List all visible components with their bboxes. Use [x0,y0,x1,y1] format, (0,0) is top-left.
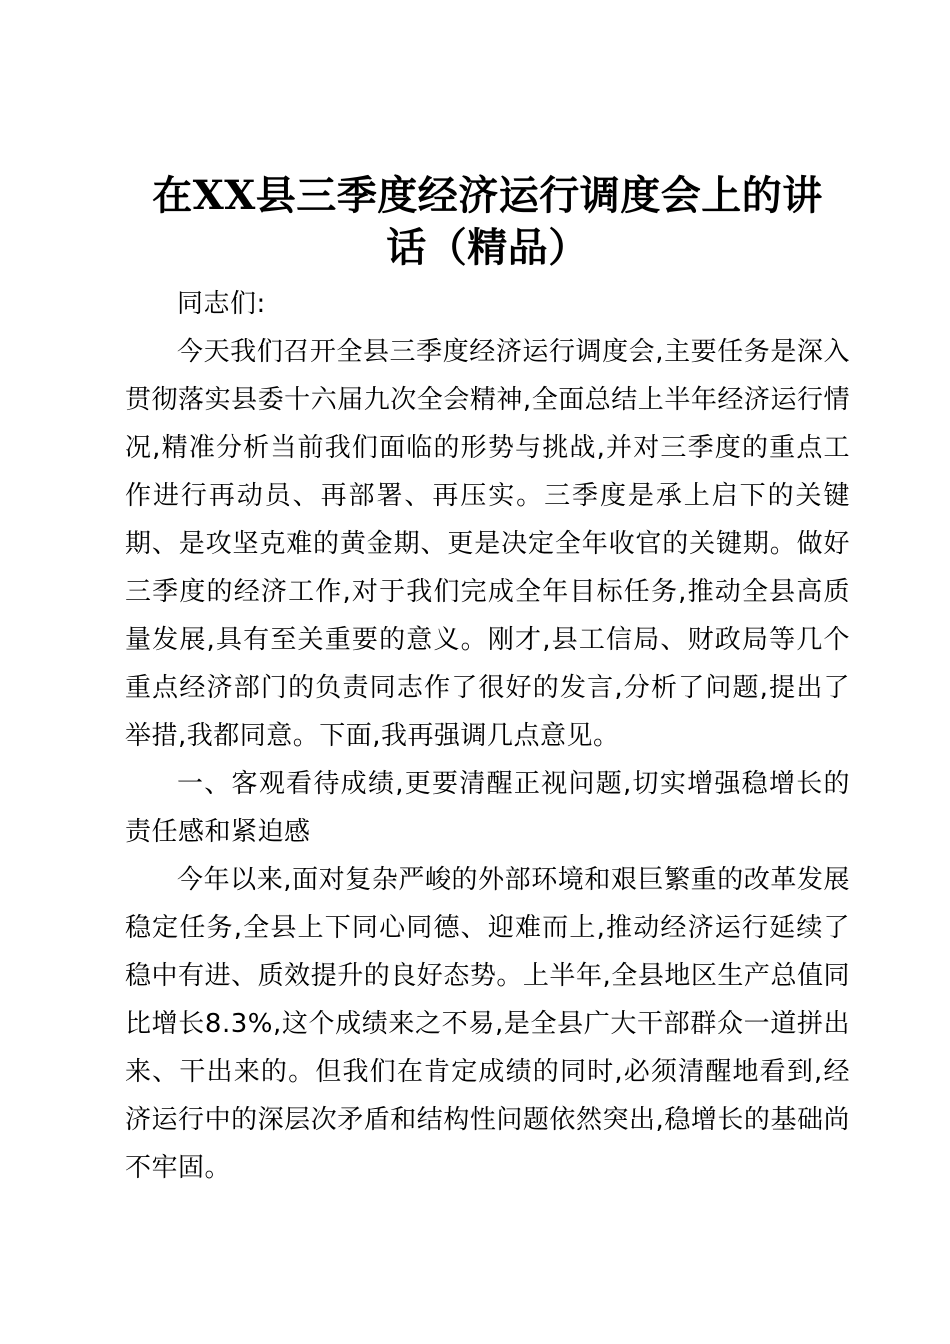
paragraph-opening: 今天我们召开全县三季度经济运行调度会,主要任务是深入贯彻落实县委十六届九次全会精神,全面总结上半年经济运行情况,精准分析当前我们面临的形势与挑战,并对三季度的重点工作进行再动员、再部署、再压实。三季度是承上启下的关键期、是攻坚克难的黄金期、更是决定全年收官的关键期。做好三季度的经济工作,对于我们完成全年目标任务,推动全县高质量发展,具有至关重要的意义。刚才,县工信局、财政局等几个重点经济部门的负责同志作了很好的发言,分析了问题,提出了举措,我都同意。下面,我再强调几点意见。 [125,337,850,751]
document-title: 在XX县三季度经济运行调度会上的讲话（精品） [152,172,823,271]
paragraph-salutation: 同志们: [177,289,266,319]
paragraph-section-1-body: 今年以来,面对复杂严峻的外部环境和艰巨繁重的改革发展稳定任务,全县上下同心同德、迎难而上,推动经济运行延续了稳中有进、质效提升的良好态势。上半年,全县地区生产总值同比增长8.3%,这个成绩来之不易,是全县广大干部群众一道拼出来、干出来的。但我们在肯定成绩的同时,必须清醒地看到,经济运行中的深层次矛盾和结构性问题依然突出,稳增长的基础尚不牢固。 [125,865,850,1183]
section-heading-1: 一、客观看待成绩,更要清醒正视问题,切实增强稳增长的责任感和紧迫感 [125,769,850,847]
